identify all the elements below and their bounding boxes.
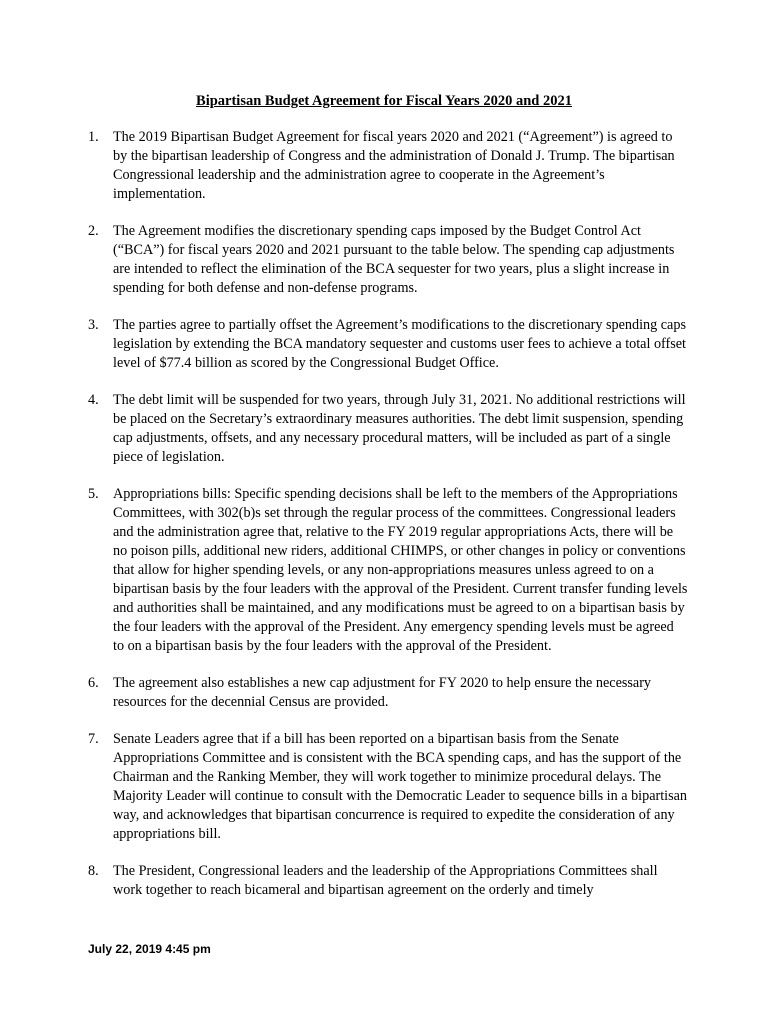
item-text: Appropriations bills: Specific spending decisions shall be left to the members of the Appropriations Committees, with 302(b)s set through the regular process of the committees. Congressional leaders and the administration agree that, relative to the FY 2019 regular appropriations Acts, there will be no poison pills, additional new riders, additional CHIMPS, or other changes in policy or conventions that allow for higher spending levels, or any non-appropriations measures unless agreed to on a bipartisan basis by the four leaders with the approval of the President. Current transfer funding levels and authorities shall be maintained, and any modifications must be agreed to on a bipartisan basis by the four leaders with the approval of the President. Any emergency spending levels must be agreed to on a bipartisan basis by the four leaders with the approval of the President. [113, 486, 688, 654]
list-item [88, 128, 688, 204]
list-item [88, 316, 688, 373]
list-item [88, 862, 688, 900]
item-number: 1. [88, 129, 99, 145]
item-text: The parties agree to partially offset the Agreement’s modifications to the discretionary spending caps legislation by extending the BCA mandatory sequester and customs user fees to achieve a total offset level of $77.4 billion as scored by the Congressional Budget Office. [113, 317, 686, 371]
list-item [88, 674, 688, 712]
item-number: 3. [88, 317, 99, 333]
list-item [88, 391, 688, 467]
agreement-items-list [88, 128, 688, 918]
item-text: The agreement also establishes a new cap adjustment for FY 2020 to help ensure the necessary resources for the decennial Census are provided. [113, 675, 652, 710]
item-text: The debt limit will be suspended for two years, through July 31, 2021. No additional restrictions will be placed on the Secretary’s extraordinary measures authorities. The debt limit suspension, spending cap adjustments, offsets, and any necessary procedural matters, will be included as part of a single piece of legislation. [113, 392, 686, 465]
list-item [88, 222, 688, 298]
item-text: The Agreement modifies the discretionary spending caps imposed by the Budget Control Act (“BCA”) for fiscal years 2020 and 2021 pursuant to the table below. The spending cap adjustments are intended to reflect the elimination of the BCA sequester for two years, plus a slight increase in spending for both defense and non-defense programs. [113, 223, 675, 296]
item-number: 6. [88, 675, 99, 691]
item-number: 2. [88, 223, 99, 239]
item-number: 7. [88, 731, 99, 747]
list-item [88, 730, 688, 844]
item-text: The President, Congressional leaders and the leadership of the Appropriations Committees shall work together to reach bicameral and bipartisan agreement on the orderly and timely [113, 863, 658, 898]
item-number: 4. [88, 392, 99, 408]
item-number: 5. [88, 486, 99, 502]
list-item [88, 485, 688, 656]
item-text: The 2019 Bipartisan Budget Agreement for fiscal years 2020 and 2021 (“Agreement”) is agreed to by the bipartisan leadership of Congress and the administration of Donald J. Trump. The bipartisan Congressional leadership and the administration agree to cooperate in the Agreement’s implementation. [113, 129, 675, 202]
item-number: 8. [88, 863, 99, 879]
item-text: Senate Leaders agree that if a bill has been reported on a bipartisan basis from the Senate Appropriations Committee and is consistent with the BCA spending caps, and has the support of the Chairman and the Ranking Member, they will work together to minimize procedural delays. The Majority Leader will continue to consult with the Democratic Leader to sequence bills in a bipartisan way, and acknowledges that bipartisan concurrence is required to expedite the consideration of any appropriations bill. [113, 731, 688, 842]
footer-timestamp: July 22, 2019 4:45 pm [88, 942, 211, 956]
document-title: Bipartisan Budget Agreement for Fiscal Years 2020 and 2021 [196, 93, 572, 109]
